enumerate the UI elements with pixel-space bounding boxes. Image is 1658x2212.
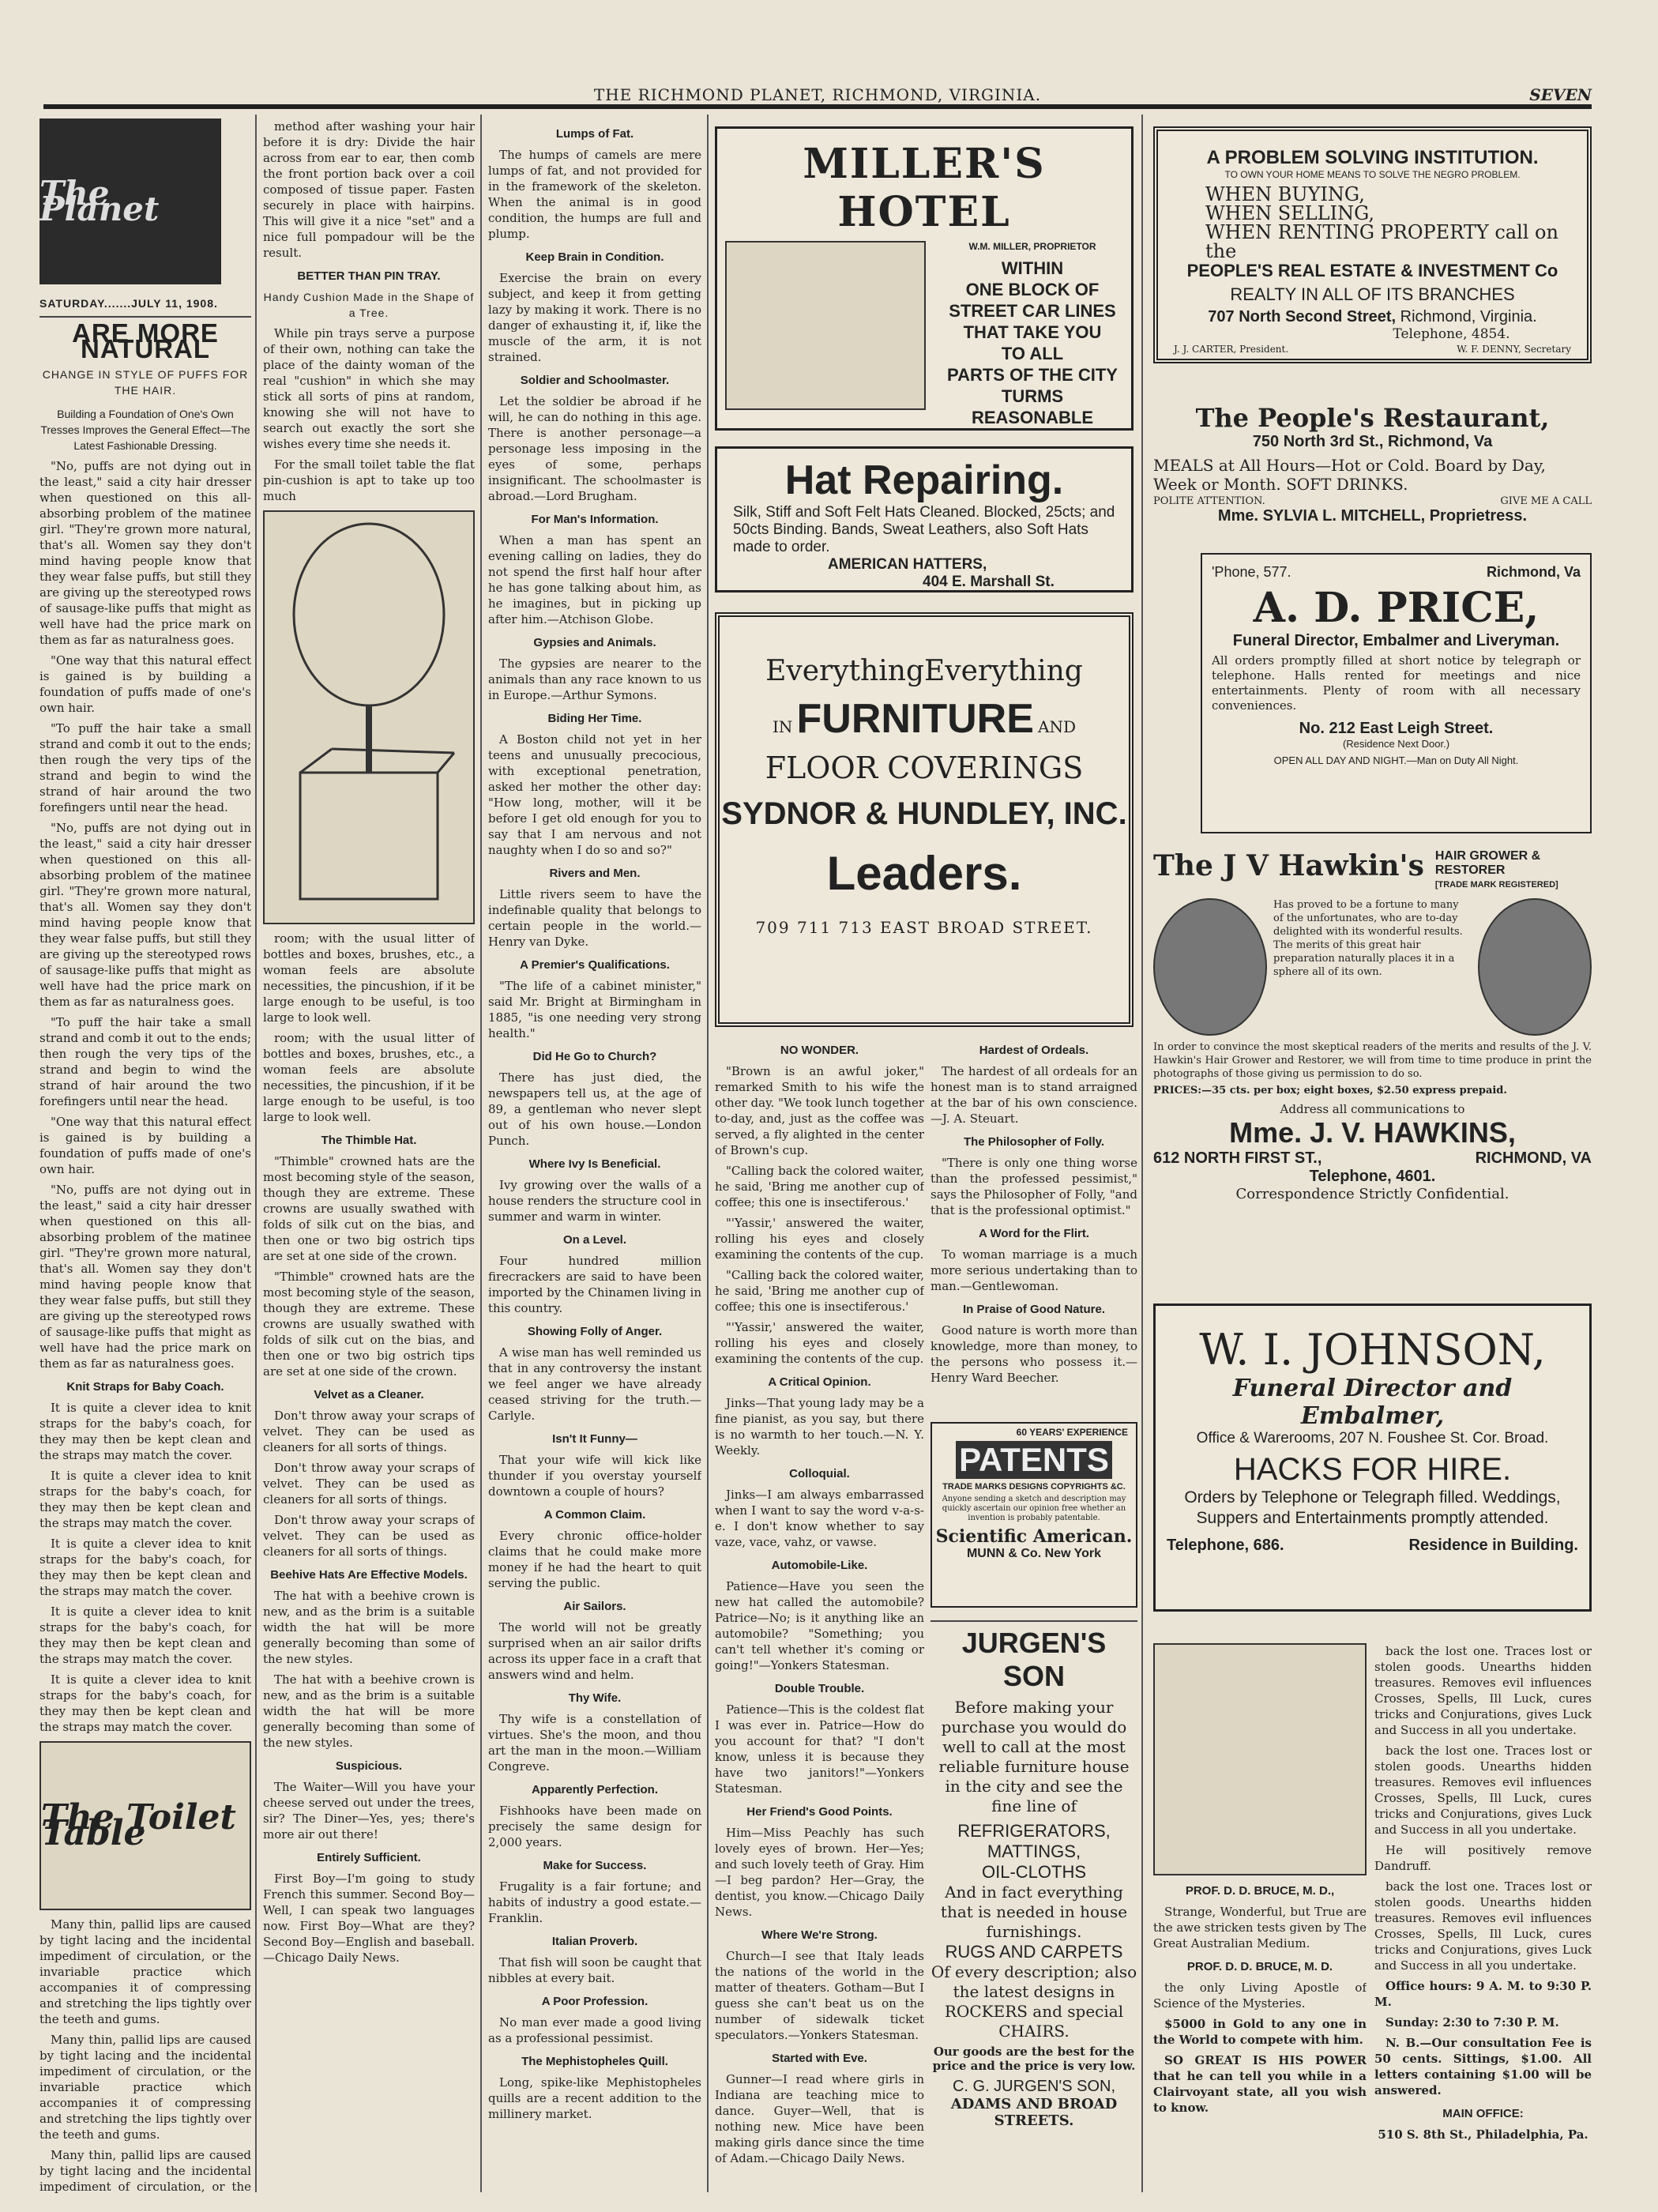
section-heading: For Man's Information. bbox=[531, 513, 659, 526]
section-heading: Make for Success. bbox=[543, 1859, 647, 1872]
hotel-building-illustration bbox=[725, 241, 926, 410]
article-paragraph: The humps of camels are mere lumps of fat, and not provided for in the framework of the skeleton. When the animal is in good condition, the humps are full and plump. bbox=[488, 148, 701, 241]
johnson-name: W. I. JOHNSON, bbox=[1199, 1325, 1546, 1375]
article-paragraph: "The life of a cabinet minister," said Mr. Bright at Birmingham in 1885, "is one needing very strong health." bbox=[488, 979, 701, 1040]
section-heading: BETTER THAN PIN TRAY. bbox=[297, 269, 441, 283]
bruce-text: Strange, Wonderful, but True are the awe stricken tests given by The Great Australian Medium. bbox=[1153, 1905, 1367, 1951]
article-paragraph: Don't throw away your scraps of velvet. They can be used as cleaners for all sorts of things. bbox=[263, 1513, 475, 1559]
article-paragraph: Good nature is worth more than knowledge, more than money, to the persons who possess it.—Henry Ward Beecher. bbox=[931, 1323, 1137, 1385]
article-paragraph: Many thin, pallid lips are caused by tight lacing and the incidental impediment of circulation, or the bbox=[39, 2148, 251, 2194]
jurgens-item: RUGS AND CARPETS bbox=[945, 1942, 1123, 1962]
restaurant-meals: MEALS at All Hours—Hot or Cold. Board by Day, Week or Month. SOFT DRINKS. bbox=[1153, 456, 1546, 494]
bruce-text: the only Living Apostle of Science of the Mysteries. bbox=[1153, 1981, 1367, 2011]
section-heading: Where Ivy Is Beneficial. bbox=[528, 1157, 661, 1171]
restaurant-polite: POLITE ATTENTION. bbox=[1153, 495, 1265, 507]
article-paragraph: Ivy growing over the walls of a house renders the structure cool in summer and warm in winter. bbox=[488, 1178, 701, 1224]
peoples-restaurant-ad bbox=[1153, 403, 1592, 533]
furniture-line: EverythingEverything bbox=[765, 655, 1083, 687]
millers-hotel-ad bbox=[715, 126, 1134, 431]
section-heading: Thy Wife. bbox=[568, 1691, 622, 1705]
section-heading: NO WONDER. bbox=[780, 1044, 859, 1057]
bruce-name: PROF. D. D. BRUCE, M. D., bbox=[1185, 1884, 1335, 1898]
article-paragraph: Many thin, pallid lips are caused by tight lacing and the incidental impediment of circulation, or the invariable practice which accompanies it of compressing and stretching the lips tightly over the teeth and gums. bbox=[39, 1917, 251, 2026]
bruce-text: back the lost one. Traces lost or stolen goods. Unearths hidden treasures. Removes evil influences Crosses, Spells, Ill Luck, cures tricks and Conjurations, gives Luck and Success in all you undertake. bbox=[1374, 1744, 1592, 1837]
column-rule bbox=[1141, 115, 1143, 2192]
problem-secretary: W. F. DENNY, Secretary bbox=[1457, 344, 1571, 355]
patents-experience: 60 YEARS' EXPERIENCE bbox=[1016, 1427, 1128, 1438]
section-heading: Italian Proverb. bbox=[551, 1935, 638, 1948]
column-2 bbox=[263, 118, 475, 2196]
jurgens-firm: C. G. JURGEN'S SON, bbox=[952, 2078, 1116, 2095]
subheadline: Handy Cushion Made in the Shape of a Tree. bbox=[263, 291, 475, 319]
article-paragraph: It is quite a clever idea to knit straps for the baby's coach, for they may then be kept clean and the straps may match the cover. bbox=[39, 1469, 251, 1530]
bruce-address: 510 S. 8th St., Philadelphia, Pa. bbox=[1378, 2127, 1588, 2142]
jurgens-text: Our goods are the best for the price and the price is very low. bbox=[932, 2045, 1136, 2073]
hotel-line: STREET CAR LINES bbox=[949, 301, 1116, 321]
article-paragraph: Four hundred million firecrackers are said to have been imported by the Chinamen living in this country. bbox=[488, 1254, 701, 1315]
johnson-office: Office & Warerooms, 207 N. Foushee St. Cor. Broad. bbox=[1196, 1430, 1549, 1446]
bruce-sunday: Sunday: 2:30 to 7:30 P. M. bbox=[1385, 2015, 1559, 2030]
article-paragraph: Gunner—I read where girls in Indiana are teaching mice to dance. Guyer—Well, that is nothing new. Mice have been making girls dance since the time of Adam.—Chicago Daily News. bbox=[715, 2072, 924, 2165]
tree-cushion-drawing bbox=[265, 512, 473, 920]
article-paragraph: Jinks—That young lady may be a fine pianist, as you say, but there is no warmth to her touch.—N. Y. Weekly. bbox=[715, 1396, 924, 1458]
hotel-address bbox=[717, 428, 1131, 431]
hotel-line: PARTS OF THE CITY bbox=[947, 365, 1118, 385]
top-rule bbox=[43, 104, 1592, 109]
column-3 bbox=[488, 118, 701, 2196]
jurgens-text: Of every description; also the latest designs in ROCKERS and special CHAIRS. bbox=[931, 1962, 1137, 2041]
article-paragraph: room; with the usual litter of bottles and boxes, brushes, etc., a woman feels are absolute necessities, the pincushion, if it be large enough to be useful, is too large to look well. bbox=[263, 931, 475, 1025]
toilet-table-illustration: The Toilet Table bbox=[39, 1741, 251, 1910]
problem-sub: TO OWN YOUR HOME MEANS TO SOLVE THE NEGRO PROBLEM. bbox=[1224, 169, 1521, 180]
article-paragraph: There has just died, the newspapers tell us, at the age of 89, a gentleman who never slept out of his own house.—London Punch. bbox=[488, 1070, 701, 1148]
section-heading: Keep Brain in Condition. bbox=[525, 250, 664, 264]
hotel-line: WITHIN bbox=[1001, 258, 1064, 278]
article-paragraph: The hat with a beehive crown is new, and as the brim is a suitable width the hat will be more generally becoming than some of the new styles. bbox=[263, 1672, 475, 1750]
article-paragraph: "One way that this natural effect is gained is by building a foundation of puffs made of one's own hair. bbox=[39, 1115, 251, 1176]
article-paragraph: Don't throw away your scraps of velvet. They can be used as cleaners for all sorts of things. bbox=[263, 1461, 475, 1507]
johnson-residence: Residence in Building. bbox=[1408, 1537, 1578, 1554]
article-paragraph: "Brown is an awful joker," remarked Smith to his wife the other day. "We took lunch together to-day, and, just as the coffee was served, a fly alighted in the center of Brown's cup. bbox=[715, 1064, 924, 1157]
section-heading: Soldier and Schoolmaster. bbox=[520, 374, 670, 387]
page-number: SEVEN bbox=[1529, 85, 1592, 104]
hawkins-phone: Telephone, 4601. bbox=[1309, 1168, 1436, 1185]
hawkins-city: RICHMOND, VA bbox=[1475, 1149, 1592, 1167]
hat-address: 404 E. Marshall St. bbox=[923, 574, 1055, 590]
hawkins-prices: PRICES:—35 cts. per box; eight boxes, $2.50 express prepaid. bbox=[1153, 1085, 1507, 1097]
column-rule bbox=[480, 115, 482, 2192]
johnson-phone: Telephone, 686. bbox=[1167, 1537, 1284, 1554]
furniture-and: AND bbox=[1038, 717, 1076, 736]
article-paragraph: "No, puffs are not dying out in the least," said a city hair dresser when questioned on this all-absorbing problem of the matinee girl. "They're grown more natural, that's all. Women say they don't mind having people know that they wear false puffs, but still they are giving up the stereotyped rows of sausage-like puffs that might as well have had the price mark on them as far as naturalness goes. bbox=[39, 1183, 251, 1371]
section-heading: A Common Claim. bbox=[543, 1508, 646, 1522]
section-heading: Did He Go to Church? bbox=[532, 1050, 657, 1063]
jurgens-item: MATTINGS, bbox=[987, 1841, 1081, 1861]
article-paragraph: The world will not be greatly surprised when an air sailor drifts across its upper face in a craft that answers wind and helm. bbox=[488, 1620, 701, 1682]
article-paragraph: While pin trays serve a purpose of their own, nothing can take the place of the dainty woman of the real "cushion" in which she may stick all sorts of pins at random, knowing she will not have to search out exactly the sort she wishes every time she needs it. bbox=[263, 326, 475, 451]
bruce-text: back the lost one. Traces lost or stolen goods. Unearths hidden treasures. Removes evil influences Crosses, Spells, Ill Luck, cures tricks and Conjurations, gives Luck and Success in all you undertake. bbox=[1374, 1879, 1592, 1973]
section-heading: Velvet as a Cleaner. bbox=[314, 1388, 424, 1401]
hat-firm: AMERICAN HATTERS, bbox=[828, 556, 987, 573]
hawkins-text: Has proved to be a fortune to many of the unfortunates, who are to-day delighted with its wonderful results. The merits of this great hair preparation naturally places it in a sphere all of its own. bbox=[1273, 899, 1463, 978]
article-paragraph: "'Yassir,' answered the waiter, rolling his eyes and closely examining the contents of the cup. bbox=[715, 1320, 924, 1366]
hawkins-trademark: [TRADE MARK REGISTERED] bbox=[1434, 880, 1558, 890]
article-paragraph: The hat with a beehive crown is new, and as the brim is a suitable width the hat will be more generally becoming than some of the new styles. bbox=[263, 1589, 475, 1666]
problem-line: WHEN BUYING, bbox=[1205, 183, 1365, 205]
article-paragraph: Patience—Have you seen the new hat called the automobile? Patrice—No; is it anything like an automobile? "Something; you can't tell whether it's coming or going!"—Yonkers Statesman. bbox=[715, 1579, 924, 1672]
article-paragraph: The gypsies are nearer to the animals than any race known to us in Europe.—Arthur Symons. bbox=[488, 656, 701, 702]
restaurant-proprietress: Mme. SYLVIA L. MITCHELL, Proprietress. bbox=[1217, 507, 1528, 525]
section-heading: Automobile-Like. bbox=[771, 1559, 868, 1572]
section-heading: Rivers and Men. bbox=[549, 867, 641, 880]
pin-cushion-tree-illustration bbox=[263, 510, 475, 924]
bruce-reward: $5000 in Gold to any one in the World to compete with him. bbox=[1153, 2017, 1367, 2047]
section-heading: Where We're Strong. bbox=[761, 1928, 878, 1942]
section-heading: In Praise of Good Nature. bbox=[962, 1303, 1106, 1316]
article-paragraph: Thy wife is a constellation of virtues. She's the moon, and thou art the man in the moon.—William Congreve. bbox=[488, 1712, 701, 1774]
masthead bbox=[43, 85, 1592, 103]
patents-ad bbox=[931, 1422, 1137, 1608]
hawkins-hair-grower-ad bbox=[1153, 849, 1592, 1284]
article-paragraph: Exercise the brain on every subject, and keep it from getting lazy by making it work. There is no danger of exhausting it, if, like the muscle of the arm, it is not strained. bbox=[488, 271, 701, 364]
section-heading: A Poor Profession. bbox=[541, 1995, 649, 2008]
article-paragraph: Don't throw away your scraps of velvet. They can be used as cleaners for all sorts of things. bbox=[263, 1409, 475, 1454]
furniture-ad bbox=[715, 612, 1134, 1027]
patents-title: PATENTS bbox=[956, 1441, 1112, 1479]
restaurant-name: The People's Restaurant, bbox=[1195, 403, 1550, 433]
section-heading: The Thimble Hat. bbox=[321, 1134, 417, 1147]
article-paragraph: A Boston child not yet in her teens and unusually precocious, with exceptional penetration, asked her mother the other day: "How long, mother, will it be before I get old enough for you to say that I am nervous and not naughty when I do so and so?" bbox=[488, 732, 701, 857]
article-paragraph: It is quite a clever idea to knit straps for the baby's coach, for they may then be kept clean and the straps may match the cover. bbox=[39, 1401, 251, 1462]
section-heading: A Premier's Qualifications. bbox=[520, 958, 670, 972]
problem-firm: PEOPLE'S REAL ESTATE & INVESTMENT Co bbox=[1186, 261, 1558, 280]
problem-city: Richmond, Virginia. bbox=[1400, 308, 1537, 325]
section-heading: Apparently Perfection. bbox=[531, 1783, 659, 1796]
price-text: All orders promptly filled at short notice by telegraph or telephone. Halls rented for meetings and nice entertainments. Plenty of room with all necessary conveniences. bbox=[1212, 653, 1581, 713]
price-residence: (Residence Next Door.) bbox=[1342, 738, 1450, 750]
article-paragraph: When a man has spent an evening calling on ladies, they do not spend the first half hour after he has gone talking about him, as he imagines, but in picking up after him.—Atchison Globe. bbox=[488, 533, 701, 626]
article-paragraph: No man ever made a good living as a professional pessimist. bbox=[488, 2015, 701, 2045]
bruce-text: back the lost one. Traces lost or stolen goods. Unearths hidden treasures. Removes evil influences Crosses, Spells, Ill Luck, cures tricks and Conjurations, gives Luck and Success in all you undertake. bbox=[1374, 1644, 1592, 1737]
scientific-american: Scientific American. bbox=[935, 1526, 1133, 1547]
article-paragraph: Little rivers seem to have the indefinable quality that belongs to certain people in the world.—Henry van Dyke. bbox=[488, 887, 701, 949]
price-trade: Funeral Director, Embalmer and Liveryman. bbox=[1232, 632, 1560, 649]
article-paragraph: "To puff the hair take a small strand and comb it out to the ends; then rough the very tips of the strand and begin to wind the strand of hair around the two forefingers until near the head. bbox=[39, 721, 251, 814]
problem-address: 707 North Second Street, bbox=[1208, 308, 1397, 325]
section-heading: A Critical Opinion. bbox=[768, 1375, 871, 1389]
section-heading: Showing Folly of Anger. bbox=[527, 1325, 663, 1338]
restaurant-call: GIVE ME A CALL bbox=[1500, 495, 1592, 507]
hotel-line: THAT TAKE YOU bbox=[963, 322, 1102, 342]
column-1 bbox=[39, 118, 251, 2196]
article-paragraph: "Calling back the colored waiter, he said, 'Bring me another cup of coffee; this one is insectiferous.' bbox=[715, 1164, 924, 1209]
munn-co: MUNN & Co. bbox=[966, 1547, 1042, 1560]
problem-realty: REALTY IN ALL OF ITS BRANCHES bbox=[1230, 284, 1515, 304]
hotel-line: ONE BLOCK OF bbox=[965, 280, 1100, 299]
jurgens-item: OIL-CLOTHS bbox=[981, 1862, 1087, 1882]
article-paragraph: Patience—This is the coldest flat I was ever in. Patrice—How do you account for that? "I don't know, unless it is because they have two janitors!"—Yonkers Statesman. bbox=[715, 1702, 924, 1796]
divider bbox=[931, 1620, 1137, 1622]
hawkins-text: In order to convince the most skeptical readers of the merits and results of the J. V. Hawkin's Hair Grower and Restorer, we will from time to time produce in print the photographs of those giving us permission to do so. bbox=[1153, 1041, 1592, 1080]
planet-logo: The Planet bbox=[39, 118, 221, 284]
section-heading: Double Trouble. bbox=[774, 1682, 865, 1695]
hotel-name: MILLER'S HOTEL bbox=[803, 140, 1046, 236]
section-heading: The Mephistopheles Quill. bbox=[521, 2055, 668, 2068]
article-paragraph: To woman marriage is a much more serious undertaking than to man.—Gentlewoman. bbox=[931, 1247, 1137, 1293]
article-paragraph: "'Yassir,' answered the waiter, rolling his eyes and closely examining the contents of the cup. bbox=[715, 1216, 924, 1262]
article-paragraph: Fishhooks have been made on precisely the same design for 2,000 years. bbox=[488, 1804, 701, 1849]
article-paragraph: The Waiter—Will you have your cheese served out under the trees, sir? The Diner—Yes, yes; there's more air out there! bbox=[263, 1780, 475, 1841]
article-paragraph: It is quite a clever idea to knit straps for the baby's coach, for they may then be kept clean and the straps may match the cover. bbox=[39, 1604, 251, 1666]
patents-trademarks: TRADE MARKS DESIGNS COPYRIGHTS &C. bbox=[942, 1482, 1126, 1492]
section-heading: Started with Eve. bbox=[772, 2052, 867, 2065]
new-york: New York bbox=[1044, 1547, 1102, 1560]
section-heading: Beehive Hats Are Effective Models. bbox=[270, 1568, 468, 1582]
problem-president: J. J. CARTER, President. bbox=[1174, 344, 1289, 355]
column-rule bbox=[255, 115, 257, 2192]
floor-coverings: FLOOR COVERINGS bbox=[765, 750, 1084, 785]
johnson-trade: Funeral Director and Embalmer, bbox=[1232, 1375, 1513, 1430]
portrait-photo bbox=[1478, 898, 1592, 1036]
problem-line: WHEN SELLING, bbox=[1205, 202, 1375, 224]
johnson-orders: Orders by Telephone or Telegraph filled. Weddings, Suppers and Entertainments promptly attended. bbox=[1184, 1488, 1561, 1527]
jurgens-item: REFRIGERATORS, bbox=[957, 1821, 1111, 1841]
section-heading: Isn't It Funny— bbox=[552, 1432, 637, 1446]
johnson-hacks: HACKS FOR HIRE. bbox=[1233, 1452, 1512, 1487]
article-paragraph: The hardest of all ordeals for an honest man is to stand arraigned at the bar of his own conscience.—J. A. Steuart. bbox=[931, 1064, 1137, 1126]
section-heading: Air Sailors. bbox=[563, 1600, 626, 1613]
jurgens-text: Before making your purchase you would do well to call at the most reliable furniture house in the city and see the fine line of bbox=[938, 1698, 1130, 1815]
article-paragraph: "Calling back the colored waiter, he said, 'Bring me another cup of coffee; this one is insectiferous.' bbox=[715, 1268, 924, 1314]
portrait-photo bbox=[1153, 898, 1267, 1036]
bruce-text: He will positively remove Dandruff. bbox=[1374, 1843, 1592, 1873]
article-paragraph: room; with the usual litter of bottles and boxes, brushes, etc., a woman feels are absolute necessities, the pincushion, if it be large enough to be useful, is too large to look well. bbox=[263, 1031, 475, 1124]
bruce-ad-left bbox=[1153, 1643, 1367, 2196]
article-paragraph: A wise man has well reminded us that in any controversy the instant we feel anger we have already ceased striving for the truth.—Carlyle. bbox=[488, 1345, 701, 1423]
section-heading: Entirely Sufficient. bbox=[317, 1851, 421, 1864]
headline: ARE MORE NATURAL bbox=[72, 318, 219, 363]
bruce-office-hours: Office hours: 9 A. M. to 9:30 P. M. bbox=[1374, 1979, 1592, 2009]
hat-text: Silk, Stiff and Soft Felt Hats Cleaned. Blocked, 25cts; and 50cts Binding. Bands, Sweat Leathers, also Soft Hats made to order. bbox=[733, 504, 1115, 555]
section-heading: A Word for the Flirt. bbox=[979, 1227, 1089, 1240]
hotel-line: TO ALL bbox=[1001, 344, 1064, 363]
hawkins-address: 612 NORTH FIRST ST., bbox=[1153, 1149, 1322, 1167]
bruce-name-2: PROF. D. D. BRUCE, M. D. bbox=[1186, 1960, 1333, 1973]
hotel-proprietor: W.M. MILLER, PROPRIETOR bbox=[968, 241, 1096, 252]
article-paragraph: Every chronic office-holder claims that he could make more money if he had the heart to quit serving the public. bbox=[488, 1529, 701, 1590]
article-paragraph: For the small toilet table the flat pin-cushion is apt to take up too much bbox=[263, 457, 475, 503]
bruce-ad-right bbox=[1374, 1643, 1592, 2196]
article-paragraph: method after washing your hair before it is dry: Divide the hair across from ear to ear, then comb the front portion back over a coil composed of tissue paper. Fasten securely in place with hairpins. This will give it a nice "set" and a nice full pompadour will be the result. bbox=[263, 119, 475, 260]
bruce-portrait bbox=[1153, 1643, 1367, 1875]
ad-price-ad bbox=[1201, 553, 1592, 833]
article-paragraph: It is quite a clever idea to knit straps for the baby's coach, for they may then be kept clean and the straps may match the cover. bbox=[39, 1537, 251, 1598]
article-paragraph: "No, puffs are not dying out in the least," said a city hair dresser when questioned on this all-absorbing problem of the matinee girl. "They're grown more natural, that's all. Women say they don't mind having people know that they wear false puffs, but still they are giving up the stereotyped rows of sausage-like puffs that might as well have had the price mark on them as far as naturalness goes. bbox=[39, 821, 251, 1009]
jurgens-son-ad bbox=[931, 1616, 1137, 2184]
deck: Building a Foundation of One's Own Tresses Improves the General Effect—The Latest Fashionable Dressing. bbox=[40, 408, 250, 452]
problem-line: WHEN RENTING PROPERTY call on the bbox=[1205, 221, 1558, 262]
bruce-main-office: MAIN OFFICE: bbox=[1442, 2107, 1524, 2120]
section-heading: Knit Straps for Baby Coach. bbox=[66, 1380, 224, 1394]
furniture-in: IN bbox=[773, 717, 793, 736]
furniture-leaders: Leaders. bbox=[826, 847, 1022, 900]
section-heading: On a Level. bbox=[562, 1233, 627, 1247]
price-open: OPEN ALL DAY AND NIGHT.—Man on Duty All Night. bbox=[1273, 754, 1519, 766]
section-heading: Hardest of Ordeals. bbox=[979, 1044, 1089, 1057]
article-paragraph: That fish will soon be caught that nibbles at every bait. bbox=[488, 1955, 701, 1985]
divider bbox=[39, 316, 251, 318]
article-paragraph: "Thimble" crowned hats are the most becoming style of the season, though they are extreme. These crowns are usually swathed with folds of silk cut on the bias, and then one or two big ostrich tips are set at one side of the crown. bbox=[263, 1270, 475, 1379]
article-paragraph: Let the soldier be abroad if he will, he can do nothing in this age. There is another personage—a personage less imposing in the eyes of some, perhaps insignificant. The schoolmaster is abroad.—Lord Brugham. bbox=[488, 394, 701, 503]
patents-text: Anyone sending a sketch and description may quickly ascertain our opinion free whether an invention is probably patentable. bbox=[942, 1495, 1126, 1522]
section-heading: Lumps of Fat. bbox=[555, 127, 634, 141]
furniture-firm: SYDNOR & HUNDLEY, INC. bbox=[721, 796, 1127, 831]
section-heading: Biding Her Time. bbox=[547, 712, 642, 725]
article-paragraph: "There is only one thing worse than the professed pessimist," says the Philosopher of Folly, "and that is the professional optimist." bbox=[931, 1156, 1137, 1217]
article-paragraph: Frugality is a fair fortune; and habits of industry a good estate.—Franklin. bbox=[488, 1879, 701, 1925]
section-heading: The Philosopher of Folly. bbox=[963, 1135, 1105, 1149]
price-city: Richmond, Va bbox=[1486, 564, 1581, 580]
masthead-title: THE RICHMOND PLANET, RICHMOND, VIRGINIA. bbox=[593, 85, 1042, 104]
article-paragraph: "Thimble" crowned hats are the most becoming style of the season, though they are extreme. These crowns are usually swathed with folds of silk cut on the bias, and then one or two big ostrich tips are set at one side of the crown. bbox=[263, 1154, 475, 1263]
article-paragraph: Jinks—I am always embarrassed when I want to say the word v-a-s-e. I don't know whether to say vaze, vace, vahz, or vawse. bbox=[715, 1488, 924, 1549]
section-heading: Colloquial. bbox=[789, 1467, 850, 1480]
article-paragraph: It is quite a clever idea to knit straps for the baby's coach, for they may then be kept clean and the straps may match the cover. bbox=[39, 1672, 251, 1734]
hawkins-name: The J V Hawkin's bbox=[1153, 849, 1424, 882]
article-paragraph: "No, puffs are not dying out in the least," said a city hair dresser when questioned on this all-absorbing problem of the matinee girl. "They're grown more natural, that's all. Women say they don't mind having people know that they wear false puffs, but still they are giving up the stereotyped rows of sausage-like puffs that might as well have had the price mark on them as far as naturalness goes. bbox=[39, 459, 251, 647]
column-5 bbox=[931, 1035, 1137, 1414]
johnson-funeral-ad bbox=[1153, 1304, 1592, 1612]
column-4 bbox=[715, 1035, 924, 2196]
jurgens-text: And in fact everything that is needed in house furnishings. bbox=[940, 1883, 1128, 1941]
furniture-word: FURNITURE bbox=[796, 696, 1034, 742]
article-paragraph: First Boy—I'm going to study French this summer. Second Boy—Well, I can speak two languages now. First Boy—What are they? Second Boy—English and baseball. —Chicago Daily News. bbox=[263, 1872, 475, 1965]
bruce-note: N. B.—Our consultation Fee is 50 cents. Sittings, $1.00. All letters containing $1.00 will be answered. bbox=[1374, 2036, 1592, 2097]
article-paragraph: Many thin, pallid lips are caused by tight lacing and the incidental impediment of circulation, or the invariable practice which accompanies it of compressing and stretching the lips tightly over the teeth and gums. bbox=[39, 2033, 251, 2142]
price-address: No. 212 East Leigh Street. bbox=[1299, 720, 1494, 737]
furniture-address: 709 711 713 EAST BROAD STREET. bbox=[755, 918, 1093, 937]
article-paragraph: Long, spike-like Mephistopheles quills are a recent addition to the millinery market. bbox=[488, 2075, 701, 2121]
article-paragraph: "One way that this natural effect is gained is by building a foundation of puffs made of one's own hair. bbox=[39, 653, 251, 715]
hat-repairing-ad bbox=[715, 446, 1134, 592]
jurgens-title: JURGEN'S SON bbox=[961, 1627, 1107, 1692]
subheadline: CHANGE IN STYLE OF PUFFS FOR THE HAIR. bbox=[42, 368, 249, 397]
section-heading: Suspicious. bbox=[335, 1759, 403, 1773]
column-rule bbox=[707, 115, 709, 2192]
section-heading: Gypsies and Animals. bbox=[533, 636, 656, 649]
article-paragraph: Church—I see that Italy leads the nations of the world in the matter of theaters. Gotham—But I guess she can't beat us on the number of sidewalk ticket speculators.—Yonkers Statesman. bbox=[715, 1949, 924, 2042]
restaurant-address: 750 North 3rd St., Richmond, Va bbox=[1252, 433, 1493, 450]
bruce-power: SO GREAT IS HIS POWER that he can tell you while in a Clairvoyant state, all you wish to know. bbox=[1153, 2053, 1367, 2115]
hawkins-address-to: Address all communications to bbox=[1280, 1102, 1465, 1116]
problem-phone: Telephone, 4854. bbox=[1393, 326, 1510, 342]
article-paragraph: Him—Miss Peachly has such lovely eyes of brown. Her—Yes; and such lovely teeth of Gray. Him—I beg pardon? Her—Gray, the dentist, you know.—Chicago Daily News. bbox=[715, 1826, 924, 1919]
hawkins-confidential: Correspondence Strictly Confidential. bbox=[1235, 1186, 1509, 1202]
price-name: A. D. PRICE, bbox=[1253, 584, 1540, 632]
article-paragraph: That your wife will kick like thunder if you overstay yourself downtown a couple of hours? bbox=[488, 1453, 701, 1499]
section-heading: Her Friend's Good Points. bbox=[746, 1805, 893, 1819]
peoples-real-estate-ad bbox=[1153, 126, 1592, 363]
hotel-line: TURMS bbox=[1001, 386, 1064, 406]
price-phone: 'Phone, 577. bbox=[1212, 564, 1291, 580]
hat-title: Hat Repairing. bbox=[784, 457, 1064, 503]
issue-date: SATURDAY.......JULY 11, 1908. bbox=[39, 297, 218, 310]
article-paragraph: "To puff the hair take a small strand and comb it out to the ends; then rough the very tips of the strand and begin to wind the strand of hair around the two forefingers until near the head. bbox=[39, 1015, 251, 1108]
hawkins-mme: Mme. J. V. HAWKINS, bbox=[1229, 1116, 1516, 1149]
hawkins-grower: HAIR GROWER & bbox=[1434, 849, 1541, 863]
jurgens-address: ADAMS AND BROAD STREETS. bbox=[950, 2096, 1118, 2129]
hawkins-restorer: RESTORER bbox=[1434, 863, 1506, 877]
problem-title: A PROBLEM SOLVING INSTITUTION. bbox=[1206, 147, 1539, 168]
hotel-line: REASONABLE bbox=[971, 408, 1093, 427]
